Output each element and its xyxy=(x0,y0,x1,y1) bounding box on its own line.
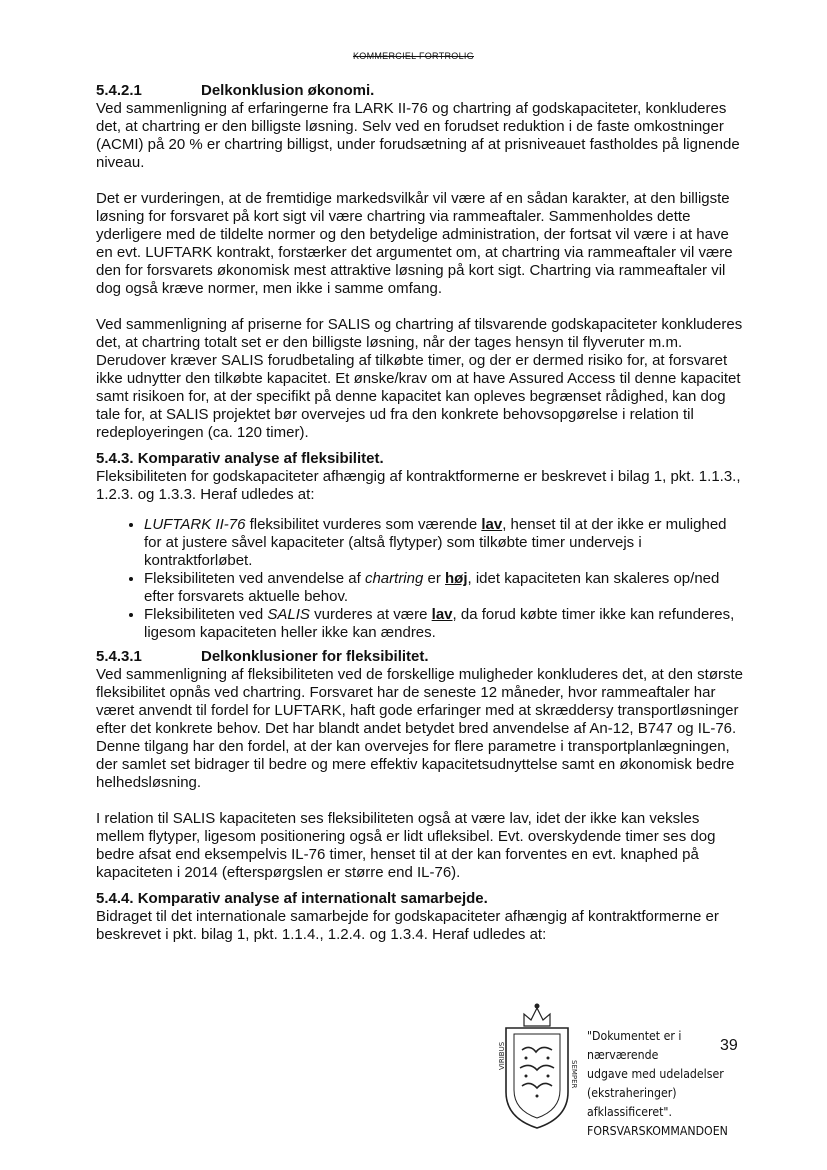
paragraph: Bidraget til det internationale samarbejde for godskapaciteter afhængig af kontraktformerne er beskrevet i pkt. bilag 1, pkt. 1.1.4., 1.2.4. og 1.3.4. Heraf udledes at: xyxy=(96,908,719,943)
paragraph: I relation til SALIS kapaciteten ses fleksibiliteten også at være lav, idet der ikke kan veksles mellem flytyper, ligesom positionering også er lidt ufleksibel. Evt. overskydende timer ses dog bedre afsat end eksempelvis IL-76 timer, henset til at der kan forventes en evt. knaphed på kapaciteten i 2014 (efterspørgslen er større end IL-76). xyxy=(96,810,716,881)
list-item xyxy=(144,570,746,606)
seal-motto-right: SEMPER xyxy=(570,1060,578,1089)
emphasis-text: SALIS xyxy=(267,606,310,623)
classification-header xyxy=(0,51,827,61)
text: , henset til at der ikke er mulighed for at justere såvel kapaciteter (altså flytyper) som tilkøbte timer undervejs i kontraktforløbet. xyxy=(144,516,727,569)
rating-label: lav xyxy=(481,516,503,533)
paragraph: Fleksibiliteten for godskapaciteter afhængig af kontraktformerne er beskrevet i bilag 1, pkt. 1.1.3., 1.2.3. og 1.3.3. Heraf udledes at: xyxy=(96,468,741,503)
emphasis-text: chartring xyxy=(364,570,424,587)
section-5-4-3-1-heading xyxy=(96,648,746,666)
text: vurderes at være xyxy=(309,606,432,623)
text: , da forud købte timer ikke kan refunderes, ligesom kapaciteten heller ikke kan ændres. xyxy=(144,606,735,641)
rating-label: lav xyxy=(431,606,453,623)
text: Fleksibiliteten ved anvendelse af xyxy=(144,570,365,587)
rating-label: høj xyxy=(445,570,468,587)
paragraph: Det er vurderingen, at de fremtidige markedsvilkår vil være af en sådan karakter, at den billigste løsning for forsvaret på kort sigt vil være chartring via rammeaftaler. Sammenholdes dette yderligere med de tildelte normer og den betydelige administration, der fortsat vil være i at have en evt. LUFTARK kontrakt, forstærker det argumentet om, at chartring via rammeaftaler vil være den for forsvarets økonomisk mest attraktive løsning på kort sigt. Chartring via rammeaftaler vil dog også kræve normer, men ikke i samme omfang. xyxy=(96,190,733,297)
coat-of-arms-seal xyxy=(498,1000,578,1132)
seal-motto-left: VIRIBUS xyxy=(498,1041,506,1070)
text: , idet kapaciteten kan skaleres op/ned efter forsvarets aktuelle behov. xyxy=(144,570,720,605)
text: Fleksibiliteten ved xyxy=(144,606,268,623)
section-5-4-3-heading: 5.4.3. Komparativ analyse af fleksibilitet. xyxy=(96,450,384,467)
section-title: Delkonklusioner for fleksibilitet. xyxy=(201,648,429,665)
section-number: 5.4.3.1 xyxy=(96,648,142,665)
paragraph: Ved sammenligning af fleksibiliteten ved de forskellige muligheder konkluderes det, at den største fleksibilitet opnås ved chartring. Forsvaret har de seneste 12 måneder, hvor rammeaftaler har været anvendt til fordel for LUFTARK, haft gode erfaringer med at skræddersy transportløsninger efter det konkrete behov. Det har blandt andet betydet bred anvendelse af An-12, B747 og IL-76. Denne tilgang har den fordel, at der kan overvejes for flere parametre i transportplanlægningen, der samlet set bidrager til bedre og mere effektiv kapacitetsudnyttelse samt en økonomisk bedre helhedsløsning. xyxy=(96,666,744,791)
section-5-4-4-heading: 5.4.4. Komparativ analyse af internationalt samarbejde. xyxy=(96,890,488,907)
text: fleksibilitet vurderes som værende xyxy=(245,516,482,533)
list-item xyxy=(144,516,746,570)
stamp-line: FORSVARSKOMMANDOEN xyxy=(587,1123,728,1138)
classification-label: KOMMERCIEL FORTROLIG xyxy=(352,51,474,61)
stamp-line: udgave med udeladelser xyxy=(587,1066,724,1081)
page-number: 39 xyxy=(720,1037,738,1054)
flexibility-bullet-list xyxy=(96,516,746,642)
stamp-line: "Dokumentet er i nærværende xyxy=(587,1028,682,1062)
section-title: Delkonklusion økonomi. xyxy=(201,82,375,99)
section-5-4-2-1-heading xyxy=(96,82,746,100)
paragraph: Ved sammenligning af erfaringerne fra LARK II-76 og chartring af godskapaciteter, konkluderes det, at chartring er den billigste løsning. Selv ved en forudset reduktion i de faste omkostninger (ACMI) på 20 % er chartring billigst, under forudsætning af at prisniveauet fastholdes på lignende niveau. xyxy=(96,100,740,171)
emphasis-text: LUFTARK II-76 xyxy=(144,516,246,533)
text: er xyxy=(423,570,446,587)
document-body xyxy=(96,82,746,944)
list-item xyxy=(144,606,746,642)
stamp-line: (ekstraheringer) afklassificeret". xyxy=(587,1085,677,1119)
section-number: 5.4.2.1 xyxy=(96,82,142,99)
paragraph: Ved sammenligning af priserne for SALIS og chartring af tilsvarende godskapaciteter konkluderes det, at chartring totalt set er den billigste løsning, når der tages hensyn til flyveruter m.m. Derudover kræver SALIS forudbetaling af tilkøbte timer, og der er dermed risiko for, at forsvaret ikke udnytter den tilkøbte kapacitet. Et ønske/krav om at have Assured Access til denne kapacitet samt risikoen for, at der specifikt på denne kapacitet kan opleves begrænset rådighed, kan dog tale for, at SALIS projektet bør overvejes ud fra den konkrete behovsopgørelse i relation til redeployeringen (ca. 120 timer). xyxy=(96,316,743,441)
